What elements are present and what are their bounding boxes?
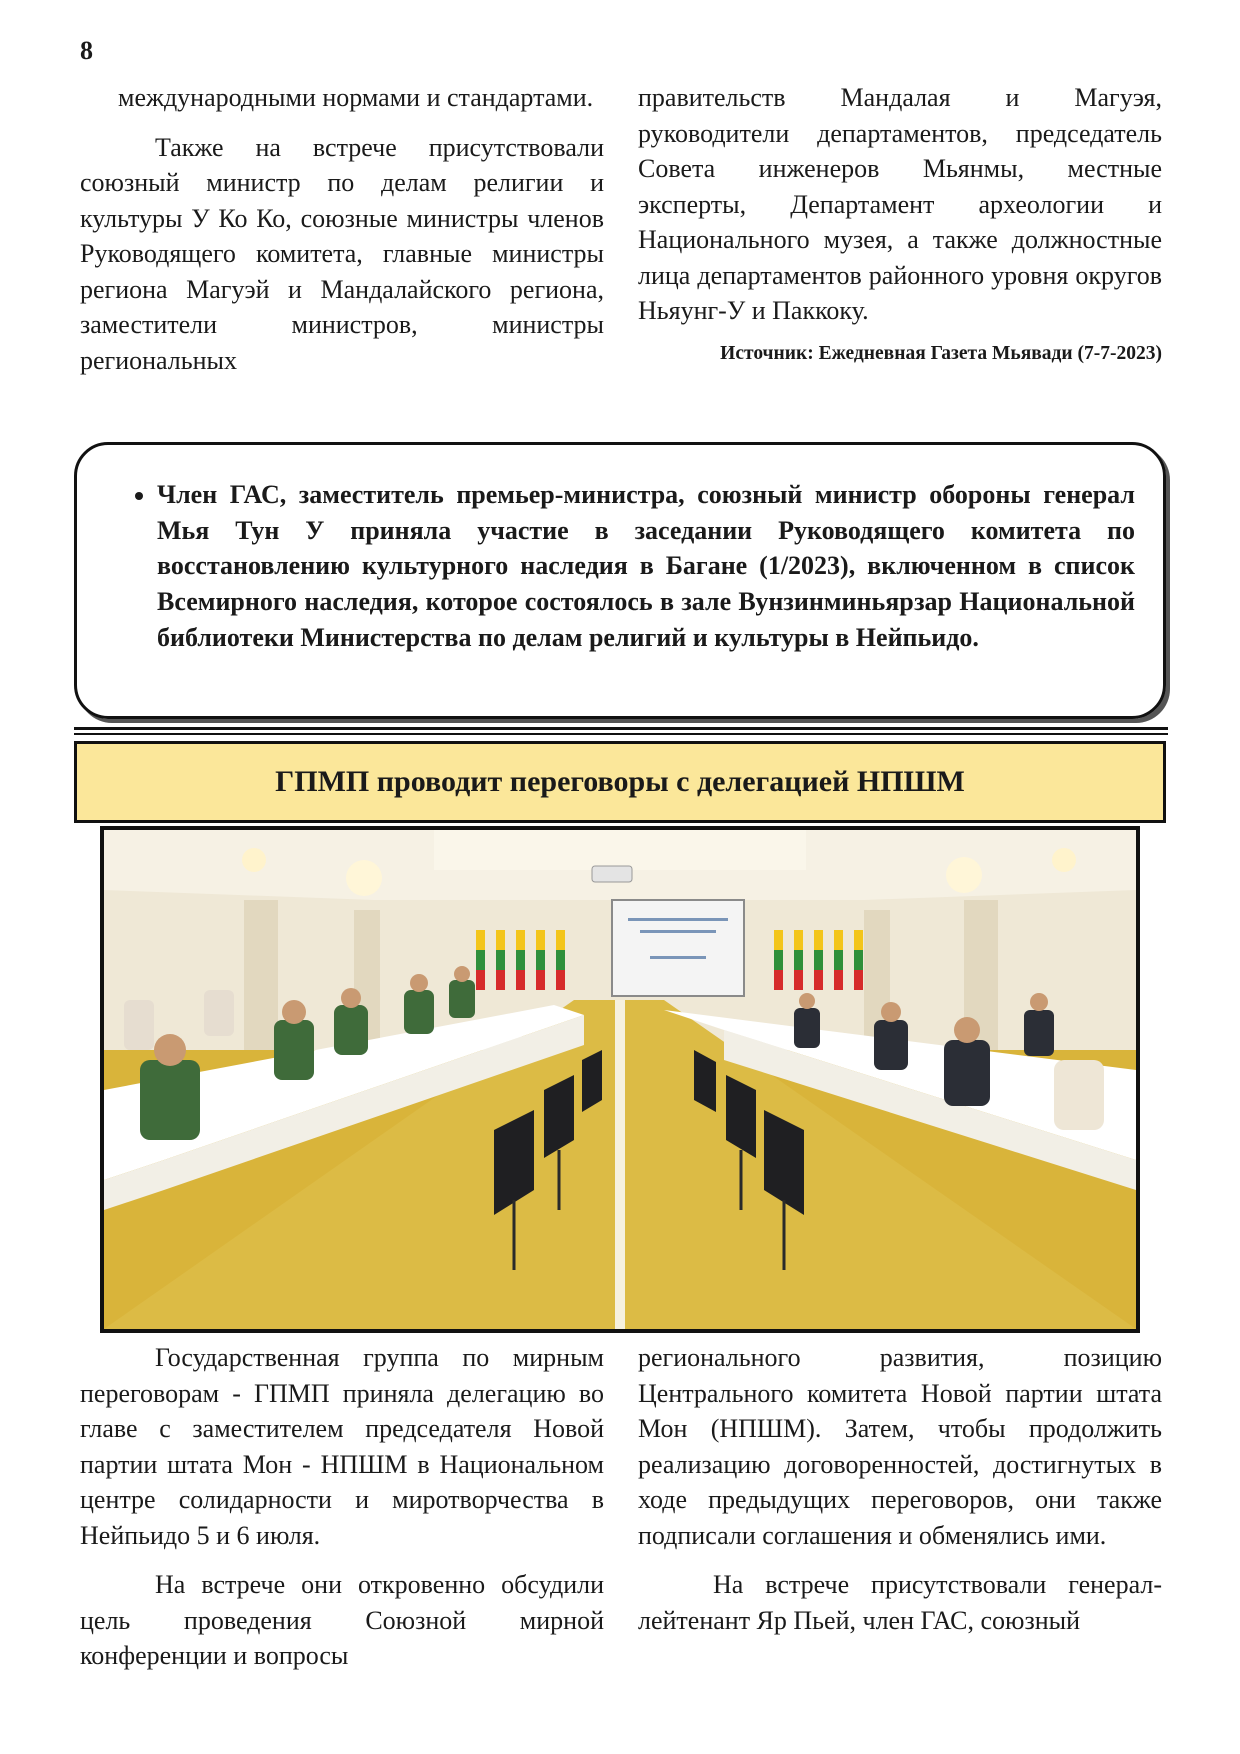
top-left-column: [80, 80, 604, 378]
page-number: 8: [80, 36, 93, 65]
paragraph: правительств Мандалая и Магуэя, руководители департаментов, председатель Совета инженеров Мьянмы, местные эксперты, Департамент археологии и Национального музея, а также должностные лица департаментов районного уровня округов Ньяунг-У и Паккоку.: [638, 83, 1162, 325]
paragraph: регионального развития, позицию Центрального комитета Новой партии штата Мон (НПШМ). Затем, чтобы продолжить реализацию договоренностей, достигнутых в ходе предыдущих переговоров, они также подписали соглашения и обменялись ими.: [638, 1343, 1162, 1550]
divider-thin: [74, 733, 1168, 735]
article-right-column: [638, 1340, 1162, 1638]
paragraph: Государственная группа по мирным переговорам - ГПМП приняла делегацию во главе с заместителем председателя Новой партии штата Мон - НПШМ в Национальном центре солидарности и миротворчества в Нейпьидо 5 и 6 июля.: [80, 1343, 604, 1550]
meeting-photo: [100, 826, 1140, 1333]
highlight-bullet: • Член ГАС, заместитель премьер-министра, союзный министр обороны генерал Мья Тун У приняла участие в заседании Руководящего комитета по восстановлению культурного наследия в Багане (1/2023), включенном в список Всемирного наследия, которое состоялось в зале Вунзинминьярзар Национальной библиотеки Министерства по делам религий и культуры в Нейпьидо.: [157, 477, 1135, 656]
paragraph: международными нормами и стандартами.: [118, 83, 594, 112]
article-headline: ГПМП проводит переговоры с делегацией НПШМ: [74, 741, 1166, 823]
paragraph: На встрече присутствовали генерал-лейтенант Яр Пьей, член ГАС, союзный: [638, 1570, 1162, 1635]
top-right-column: [638, 80, 1162, 367]
paragraph: На встрече они откровенно обсудили цель проведения Союзной мирной конференции и вопросы: [80, 1570, 604, 1670]
divider-thick: [74, 727, 1168, 730]
meeting-photo-image: [104, 830, 1136, 1329]
paragraph: Также на встрече присутствовали союзный министр по делам религии и культуры У Ко Ко, союзные министры членов Руководящего комитета, главные министры региона Магуэй и Мандалайского региона, заместители министров, министры региональных: [80, 132, 604, 375]
article-left-column: [80, 1340, 604, 1674]
source-credit: Источник: Ежедневная Газета Мьявади (7-7-2023): [720, 342, 1162, 364]
highlight-box: [74, 442, 1166, 719]
